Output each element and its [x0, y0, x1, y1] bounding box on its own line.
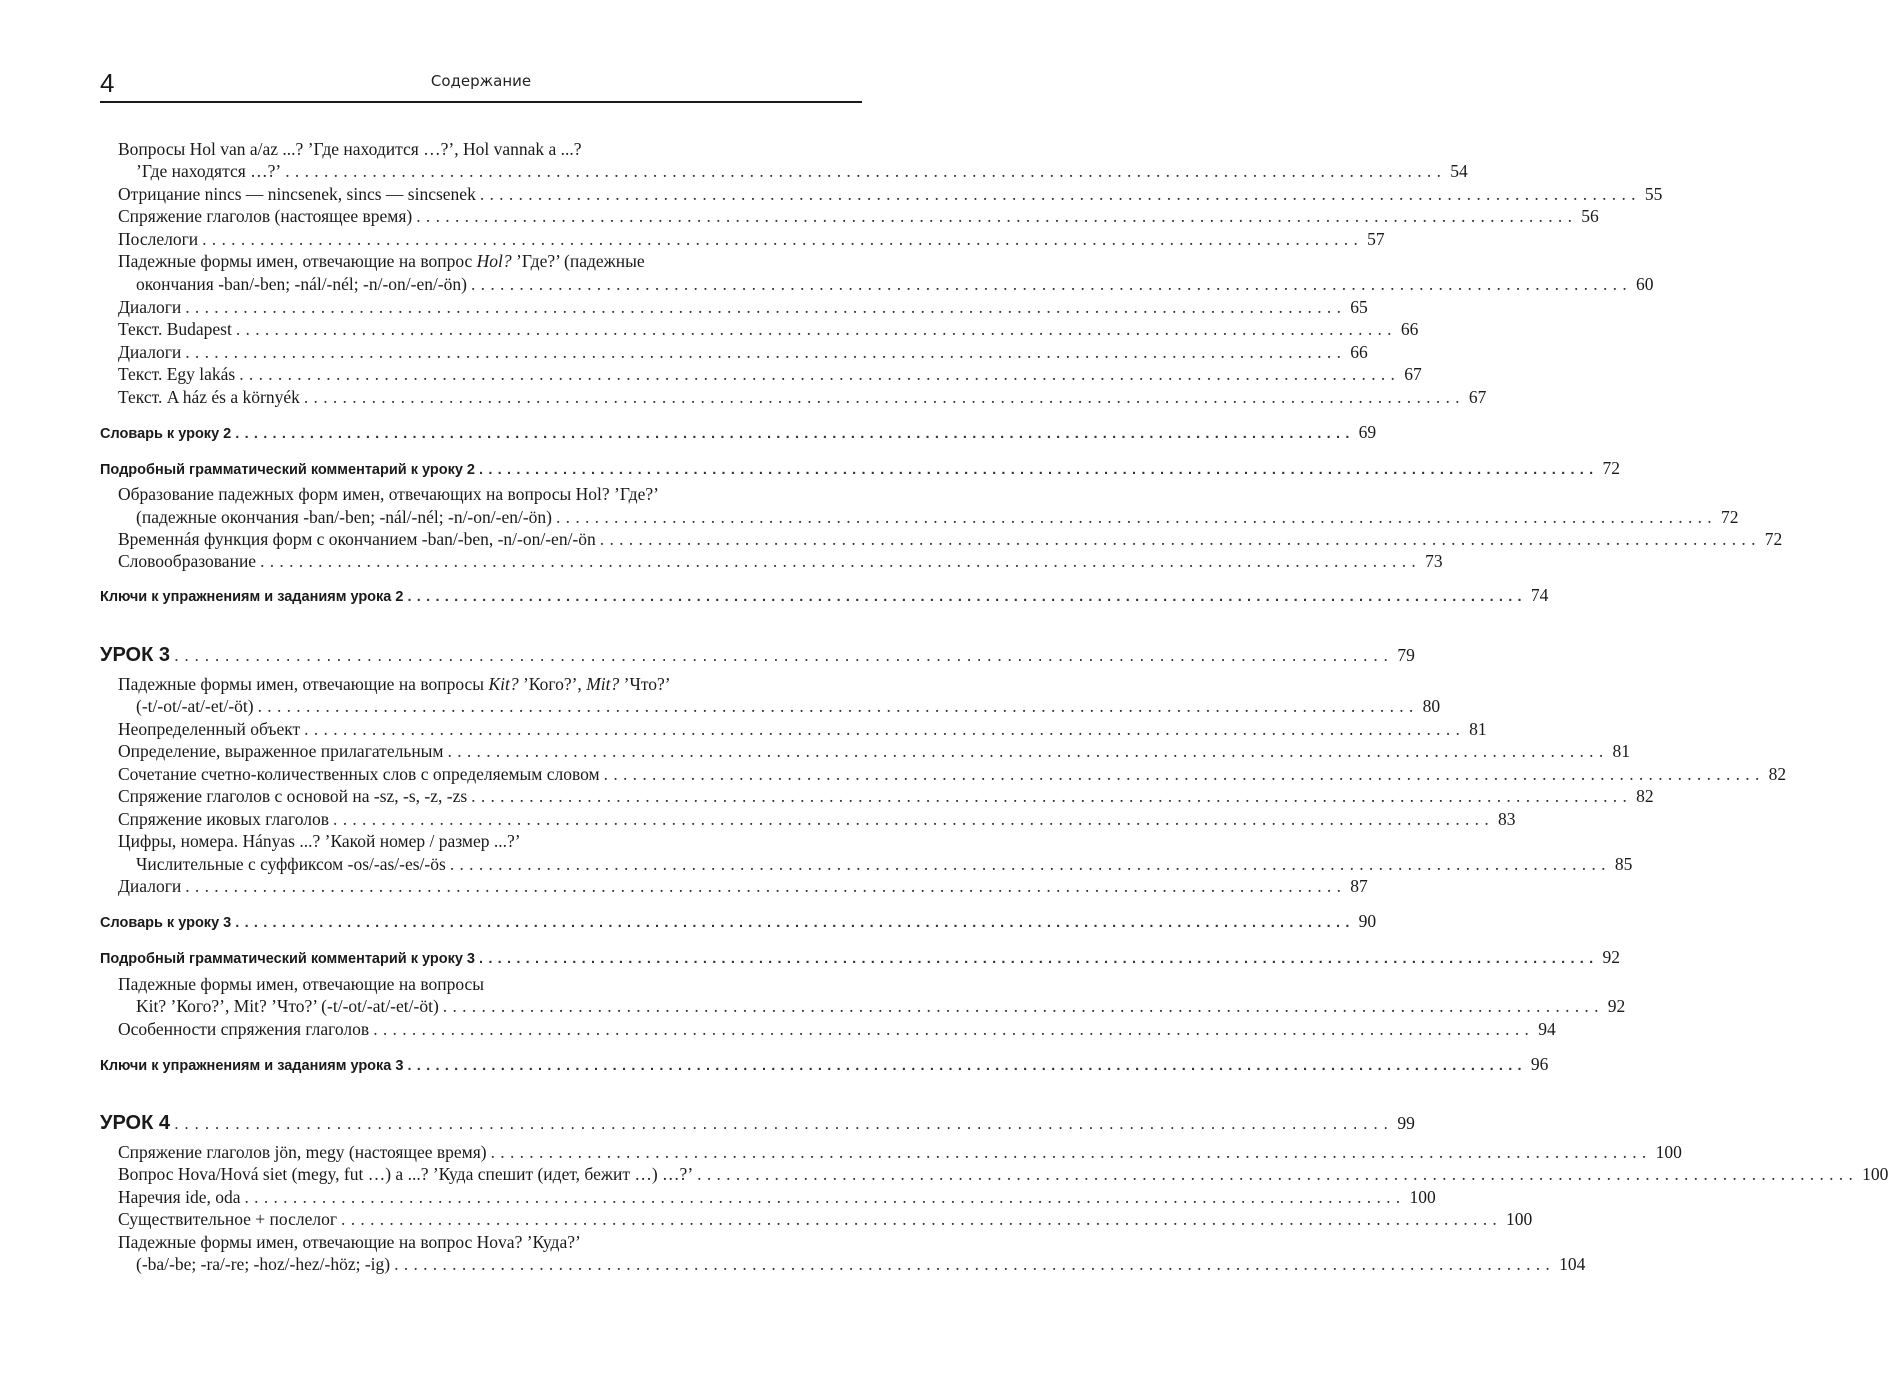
toc-entry-title: Диалоги — [118, 342, 182, 362]
toc-entry[interactable] — [100, 785, 1654, 807]
toc-section-title: Словарь к уроку 3 — [100, 915, 232, 931]
toc-entry[interactable] — [100, 853, 1633, 875]
toc-section-entry[interactable] — [100, 584, 1549, 606]
toc-entry[interactable] — [100, 1186, 1436, 1208]
toc-entry[interactable] — [100, 386, 1487, 408]
leader-dots: ........................................................................................................................ — [555, 507, 1717, 527]
toc-entry[interactable] — [100, 506, 1739, 528]
leader-dots: ........................................................................................................................ — [407, 589, 1527, 605]
toc-page-number: 92 — [1602, 947, 1620, 967]
toc-entry-title: Послелоги — [118, 229, 199, 249]
toc-entry[interactable] — [100, 808, 1516, 830]
toc-page-number: 94 — [1538, 1019, 1556, 1039]
toc-entry[interactable] — [100, 875, 1368, 897]
toc-page-number: 85 — [1614, 854, 1633, 874]
toc-section-title: Ключи к упражнениям и заданиям урока 2 — [100, 589, 404, 605]
leader-dots: ........................................................................................................................ — [471, 786, 1633, 806]
toc-lesson-entry[interactable] — [100, 643, 1415, 666]
leader-dots: ........................................................................................................................ — [235, 915, 1355, 931]
toc-section-title: Словарь к уроку 2 — [100, 426, 232, 442]
toc-entry-title: Спряжение глаголов с основой на -sz, -s, -z, -zs — [118, 786, 468, 806]
toc-entry-title: Спряжение глаголов (настоящее время) — [118, 206, 413, 226]
toc-section-entry[interactable] — [100, 1053, 1549, 1075]
toc-page-number: 65 — [1350, 297, 1368, 317]
toc-page-number: 67 — [1404, 364, 1422, 384]
toc-section-title: Подробный грамматический комментарий к уроку 2 — [100, 462, 475, 478]
toc-entry-line: Вопросы Hol van a/az ...? ’Где находится …?’, Hol vannak a ...? — [118, 139, 582, 159]
toc-page-number: 104 — [1559, 1254, 1586, 1274]
page-number: 4 — [100, 68, 115, 98]
toc-page-number: 81 — [1469, 719, 1487, 739]
toc-entry-title: Вопрос Hova/Hová siet (megy, fut …) a ...? ’Куда спешит (идет, бежит …) …?’ — [118, 1164, 694, 1184]
leader-dots: ........................................................................................................................ — [449, 854, 1611, 874]
toc-entry-title: Спряжение глаголов jön, megy (настоящее время) — [118, 1142, 487, 1162]
toc-page-number: 100 — [1506, 1209, 1533, 1229]
toc-entry-line: Образование падежных форм имен, отвечающих на вопросы Hol? ’Где?’ — [118, 484, 659, 504]
toc-page-number: 99 — [1397, 1113, 1415, 1133]
toc-entry[interactable] — [100, 550, 1443, 572]
toc-lesson-entry[interactable] — [100, 1111, 1415, 1134]
toc-entry[interactable] — [100, 296, 1368, 318]
toc-page-number: 55 — [1644, 184, 1663, 204]
toc-entry-line: Падежные формы имен, отвечающие на вопрос Hol? ’Где?’ (падежные — [118, 251, 645, 271]
leader-dots: ........................................................................................................................ — [333, 809, 1495, 829]
toc-page-number: 92 — [1607, 996, 1626, 1016]
toc-entry[interactable] — [100, 528, 1783, 550]
toc-page-number: 87 — [1350, 876, 1368, 896]
toc-entry-title: Текст. Budapest — [118, 319, 232, 339]
toc-page-number: 81 — [1612, 741, 1631, 761]
leader-dots: ........................................................................................................................ — [697, 1164, 1859, 1184]
toc-entry-title: окончания -ban/-ben; -nál/-nél; -n/-on/-en/-ön) — [136, 274, 467, 294]
toc-page-number: 69 — [1358, 422, 1377, 442]
toc-entry-title: Существительное + послелог — [118, 1209, 338, 1229]
leader-dots: ........................................................................................................................ — [257, 696, 1419, 716]
toc-section-entry[interactable] — [100, 910, 1377, 932]
toc-section-entry[interactable] — [100, 421, 1377, 443]
leader-dots: ........................................................................................................................ — [185, 297, 1347, 317]
running-title: Содержание — [430, 72, 532, 90]
leader-dots: ........................................................................................................................ — [599, 529, 1761, 549]
leader-dots: ........................................................................................................................ — [490, 1142, 1652, 1162]
toc-entry[interactable] — [100, 1141, 1682, 1163]
toc-entry[interactable] — [100, 1018, 1556, 1040]
toc-entry[interactable] — [100, 763, 1787, 785]
toc-entry[interactable] — [100, 1163, 1888, 1185]
toc-page-number: 72 — [1720, 507, 1739, 527]
leader-dots: ........................................................................................................................ — [202, 229, 1364, 249]
toc-page-number: 67 — [1468, 387, 1487, 407]
header-rule — [100, 101, 862, 103]
toc-page-number: 90 — [1358, 911, 1377, 931]
toc-entry[interactable] — [100, 995, 1626, 1017]
toc-page-number: 60 — [1636, 274, 1654, 294]
toc-lesson-title: УРОК 4 — [100, 1112, 170, 1134]
toc-page-number: 100 — [1862, 1164, 1888, 1184]
toc-entry[interactable] — [100, 205, 1599, 227]
leader-dots: ........................................................................................................................ — [479, 184, 1641, 204]
toc-entry-title: (-ba/-be; -ra/-re; -hoz/-hez/-höz; -ig) — [136, 1254, 391, 1274]
toc-page-number: 100 — [1409, 1187, 1436, 1207]
toc-entry[interactable] — [100, 1253, 1586, 1275]
toc-entry-title: ’Где находятся …?’ — [136, 161, 282, 181]
toc-entry-title: Неопределенный объект — [118, 719, 301, 739]
toc-page-number: 56 — [1581, 206, 1599, 226]
leader-dots: ........................................................................................................................ — [603, 764, 1765, 784]
toc-page-number: 72 — [1602, 458, 1620, 478]
toc-page-number: 96 — [1530, 1054, 1549, 1074]
leader-dots: ........................................................................................................................ — [185, 876, 1347, 896]
leader-dots: ........................................................................................................................ — [447, 741, 1609, 761]
toc-entry-line: Цифры, номера. Hányas ...? ’Какой номер / размер ...?’ — [118, 831, 521, 851]
toc-entry[interactable] — [100, 318, 1419, 340]
toc-entry-title: Текст. A ház és a környék — [118, 387, 300, 407]
toc-page-number: 82 — [1768, 764, 1787, 784]
toc-section-title: Подробный грамматический комментарий к уроку 3 — [100, 951, 475, 967]
leader-dots: ........................................................................................................................ — [173, 1113, 1394, 1133]
leader-dots: ........................................................................................................................ — [303, 387, 1465, 407]
toc-page-number: 82 — [1636, 786, 1654, 806]
leader-dots: ........................................................................................................................ — [239, 364, 1401, 384]
toc-entry-title: Особенности спряжения глаголов — [118, 1019, 370, 1039]
leader-dots: ........................................................................................................................ — [471, 274, 1632, 294]
toc-entry[interactable] — [100, 341, 1368, 363]
toc-section-entry[interactable] — [100, 457, 1620, 479]
toc-entry[interactable] — [100, 740, 1631, 762]
page-header — [100, 62, 862, 102]
toc-entry-title: Спряжение иковых глаголов — [118, 809, 330, 829]
toc-entry-title: Наречия ide, oda — [118, 1187, 241, 1207]
toc-section-title: Ключи к упражнениям и заданиям урока 3 — [100, 1058, 404, 1074]
toc-entry-line: Падежные формы имен, отвечающие на вопрос Hova? ’Куда?’ — [118, 1232, 581, 1252]
toc-entry-title: Временнáя функция форм с окончанием -ban/-ben, -n/-on/-en/-ön — [118, 529, 596, 549]
leader-dots: ........................................................................................................................ — [304, 719, 1466, 739]
leader-dots: ........................................................................................................................ — [244, 1187, 1406, 1207]
toc-page-number: 83 — [1498, 809, 1516, 829]
toc-entry-title: (-t/-ot/-at/-et/-öt) — [136, 696, 254, 716]
leader-dots: ........................................................................................................................ — [235, 319, 1397, 339]
toc-lesson-title: УРОК 3 — [100, 644, 170, 666]
toc-section-entry[interactable] — [100, 946, 1620, 968]
toc-entry-title: Числительные с суффиксом -os/-as/-es/-ös — [136, 854, 446, 874]
toc-page-number: 66 — [1350, 342, 1368, 362]
leader-dots: ........................................................................................................................ — [479, 951, 1599, 967]
toc-entry-title: Сочетание счетно-количественных слов с определяемым словом — [118, 764, 600, 784]
toc-entry[interactable] — [100, 228, 1385, 250]
leader-dots: ........................................................................................................................ — [173, 645, 1394, 665]
toc-entry-line: Падежные формы имен, отвечающие на вопросы Kit? ’Кого?’, Mit? ’Что?’ — [118, 674, 671, 694]
toc-entry-title: Словообразование — [118, 551, 257, 571]
toc-entry[interactable] — [100, 273, 1654, 295]
toc-entry-title: Текст. Egy lakás — [118, 364, 236, 384]
leader-dots: ........................................................................................................................ — [373, 1019, 1535, 1039]
toc-entry[interactable] — [100, 695, 1441, 717]
toc-page-number: 57 — [1367, 229, 1385, 249]
leader-dots: ........................................................................................................................ — [407, 1058, 1527, 1074]
toc-page-number: 54 — [1450, 161, 1468, 181]
leader-dots: ........................................................................................................................ — [260, 551, 1422, 571]
toc-page-number: 80 — [1422, 696, 1441, 716]
toc-page-number: 66 — [1400, 319, 1419, 339]
toc-entry[interactable] — [100, 183, 1663, 205]
toc-entry-title: Диалоги — [118, 876, 182, 896]
leader-dots: ........................................................................................................................ — [394, 1254, 1556, 1274]
toc-entry-title: Kit? ’Кого?’, Mit? ’Что?’ (-t/-ot/-at/-et/-öt) — [136, 996, 439, 1016]
leader-dots: ........................................................................................................................ — [235, 426, 1355, 442]
toc-entry-title: Диалоги — [118, 297, 182, 317]
toc-entry[interactable] — [100, 718, 1487, 740]
leader-dots: ........................................................................................................................ — [341, 1209, 1503, 1229]
leader-dots: ........................................................................................................................ — [479, 462, 1599, 478]
toc-entry-title: Определение, выраженное прилагательным — [118, 741, 444, 761]
toc-entry-title: (падежные окончания -ban/-ben; -nál/-nél; -n/-on/-en/-ön) — [136, 507, 552, 527]
toc-entry[interactable] — [100, 1208, 1533, 1230]
toc-page-number: 79 — [1397, 645, 1415, 665]
toc-page-number: 74 — [1530, 585, 1549, 605]
leader-dots: ........................................................................................................................ — [285, 161, 1447, 181]
toc-page-number: 72 — [1764, 529, 1783, 549]
toc-page-number: 100 — [1655, 1142, 1682, 1162]
toc-entry-line: Падежные формы имен, отвечающие на вопросы — [118, 974, 485, 994]
toc-entry[interactable] — [100, 363, 1422, 385]
leader-dots: ........................................................................................................................ — [185, 342, 1347, 362]
toc-entry[interactable] — [100, 160, 1468, 182]
toc-page-number: 73 — [1425, 551, 1443, 571]
leader-dots: ........................................................................................................................ — [416, 206, 1578, 226]
toc-entry-title: Отрицание nincs — nincsenek, sincs — sincsenek — [118, 184, 476, 204]
leader-dots: ........................................................................................................................ — [442, 996, 1604, 1016]
